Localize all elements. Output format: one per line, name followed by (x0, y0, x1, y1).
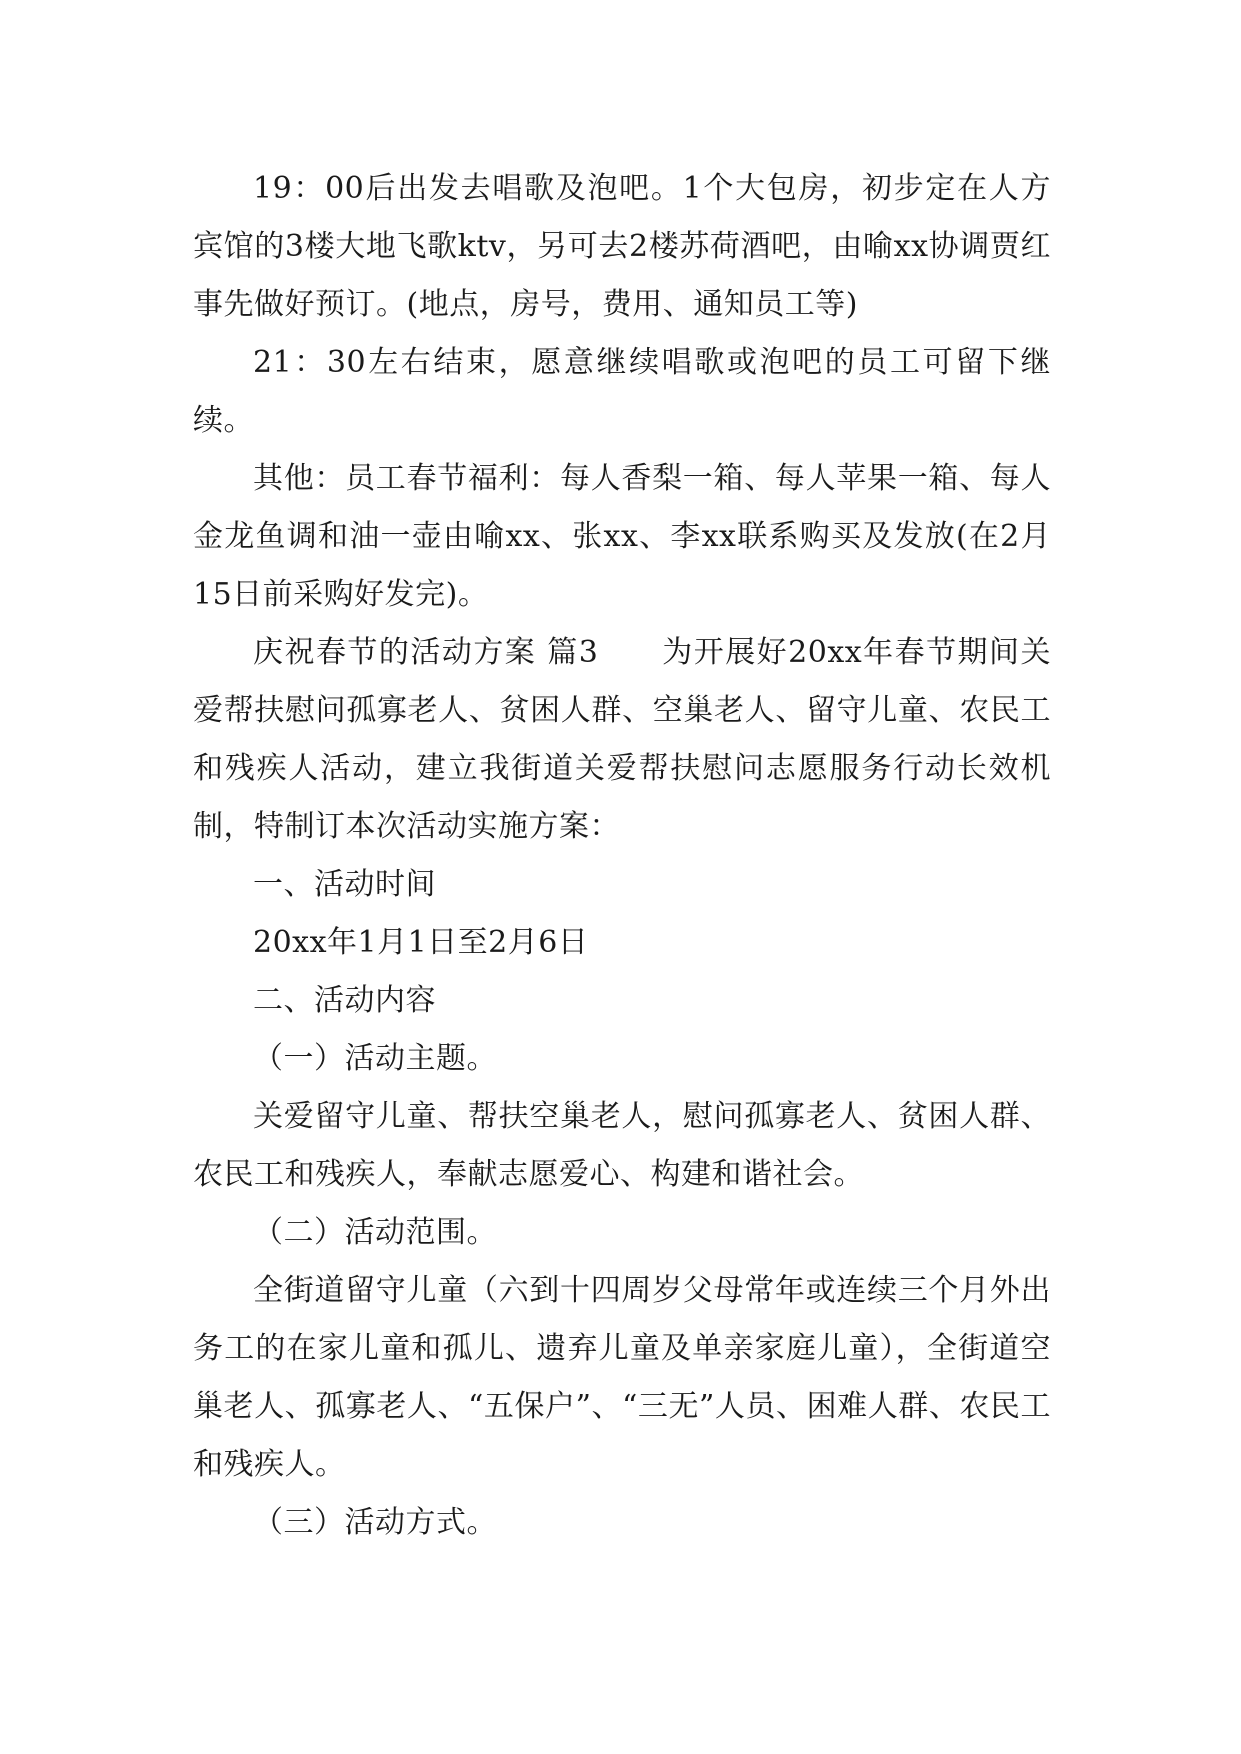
document-body (193, 160, 1051, 1552)
subheading-theme: （一）活动主题。 (253, 1041, 497, 1076)
heading-activity-time: 一、活动时间 (253, 867, 436, 902)
paragraph-plan-intro: 庆祝春节的活动方案 篇3 为开展好20xx年春节期间关爱帮扶慰问孤寡老人、贫困人群、空巢老人、留守儿童、农民工和残疾人活动，建立我街道关爱帮扶慰问志愿服务行动长效机制，特制订本次活动实施方案： (193, 635, 1051, 844)
paragraph-end-time: 21：30左右结束，愿意继续唱歌或泡吧的员工可留下继续。 (193, 345, 1051, 438)
paragraph-theme: 关爱留守儿童、帮扶空巢老人，慰问孤寡老人、贫困人群、农民工和残疾人，奉献志愿爱心、构建和谐社会。 (193, 1099, 1051, 1192)
subheading-method: （三）活动方式。 (253, 1505, 497, 1540)
subheading-scope: （二）活动范围。 (253, 1215, 497, 1250)
paragraph-activity-dates: 20xx年1月1日至2月6日 (253, 925, 589, 960)
paragraph-singing-plan: 19：00后出发去唱歌及泡吧。1个大包房，初步定在人方宾馆的3楼大地飞歌ktv，另可去2楼苏荷酒吧，由喻xx协调贾红事先做好预订。(地点，房号，费用、通知员工等) (193, 171, 1051, 322)
paragraph-other-benefits: 其他：员工春节福利：每人香梨一箱、每人苹果一箱、每人金龙鱼调和油一壶由喻xx、张xx、李xx联系购买及发放(在2月15日前采购好发完)。 (193, 461, 1051, 612)
heading-activity-content: 二、活动内容 (253, 983, 436, 1018)
paragraph-scope: 全街道留守儿童（六到十四周岁父母常年或连续三个月外出务工的在家儿童和孤儿、遗弃儿童及单亲家庭儿童），全街道空巢老人、孤寡老人、“五保户”、“三无”人员、困难人群、农民工和残疾人。 (193, 1273, 1051, 1482)
